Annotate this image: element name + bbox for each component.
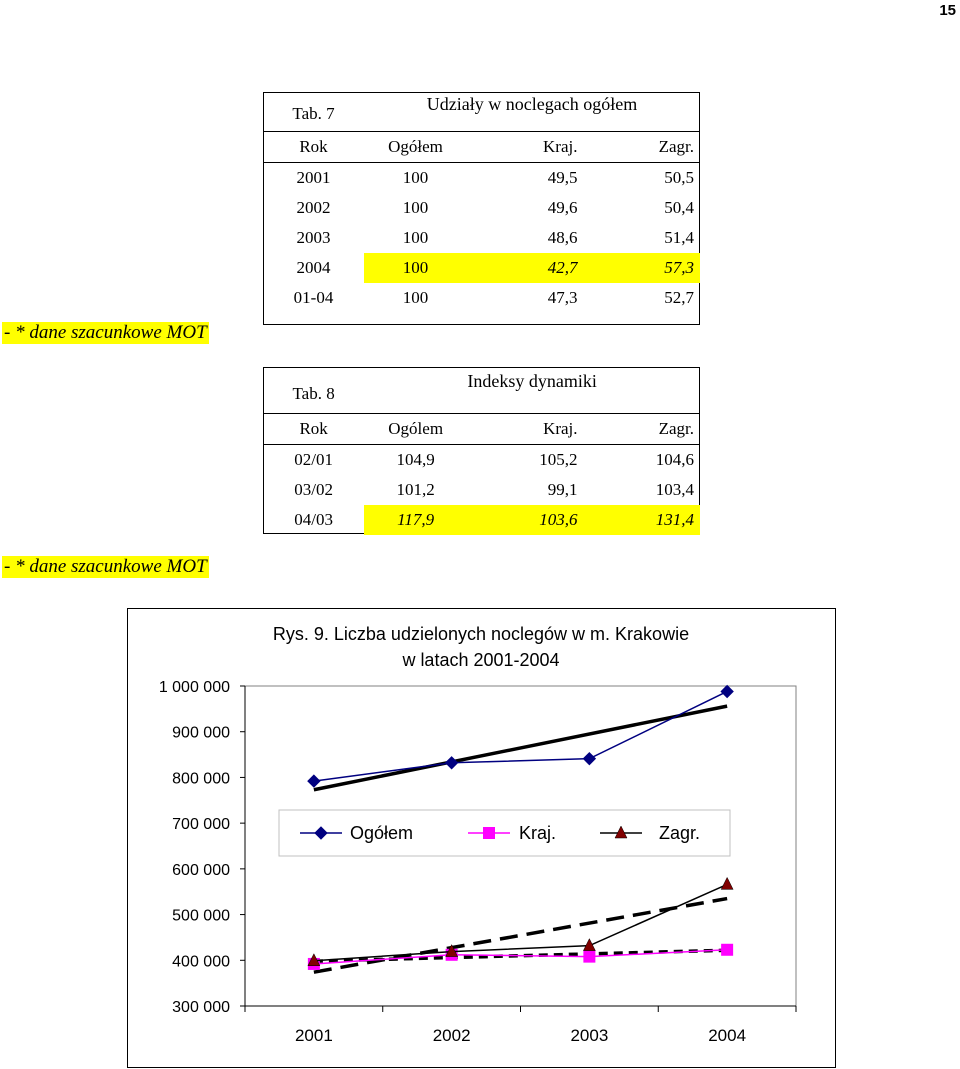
chart-title: Rys. 9. Liczba udzielonych noclegów w m. Krakowie [272,624,690,644]
tab8-header-cell: Ogólem [388,419,444,438]
data-point [308,775,320,787]
table-cell: 131,4 [584,505,700,535]
tab7-note: - * dane szacunkowe MOT [4,322,207,343]
tab8-label: Tab. 8 [263,367,364,414]
legend-label: Zagr. [659,823,701,843]
trendline-zagr [314,899,727,973]
table-cell: 100 [402,198,429,217]
data-point [584,951,595,962]
y-tick-label: 600 000 [172,861,230,879]
data-point [446,757,458,769]
y-tick-label: 700 000 [172,816,230,834]
tab8-header-cell: Rok [299,419,328,438]
table-cell: 104,6 [655,450,694,469]
table-cell: 03/02 [294,480,333,499]
table-cell: 2004 [296,258,331,277]
table-cell: 02/01 [294,450,333,469]
tab7-label: Tab. 7 [263,92,364,132]
table-cell: 49,6 [547,198,578,217]
tab8-title: Indeksy dynamiki [364,367,700,414]
y-tick-label: 300 000 [172,999,230,1016]
table-cell: 52,7 [664,288,694,307]
y-tick-label: 400 000 [172,953,230,971]
tab8-header-cell: Kraj. [543,419,578,438]
table-cell: 2001 [296,168,331,187]
table-cell: 103,6 [467,505,583,535]
y-tick-label: 900 000 [172,724,230,742]
legend-label: Ogółem [350,823,414,843]
tab8-header-cell: Zagr. [658,419,694,438]
data-point [583,753,595,765]
tab7-title: Udziały w noclegach ogółem [364,92,700,132]
tab7-header-cell: Kraj. [543,137,578,156]
table-cell: 117,9 [364,505,467,535]
table-cell: 105,2 [539,450,578,469]
table-cell: 48,6 [547,228,578,247]
legend-label: Kraj. [519,823,557,843]
series-line [314,691,727,781]
tab7-header-cell: Zagr. [658,137,694,156]
table-cell: 49,5 [547,168,578,187]
table-cell: 04/03 [294,510,333,529]
table-cell: 103,4 [655,480,694,499]
series-line [314,884,727,960]
table-cell: 100 [402,288,429,307]
table-cell: 2003 [296,228,331,247]
table-cell: 101,2 [396,480,435,499]
table-cell: 100 [402,228,429,247]
data-point [721,685,733,697]
page-number: 15 [939,2,956,19]
table-cell: 2002 [296,198,331,217]
table-cell: 100 [402,168,429,187]
y-tick-label: 500 000 [172,907,230,925]
table-cell: 50,4 [664,198,694,217]
y-tick-label: 1 000 000 [158,679,230,696]
table-cell: 57,3 [583,253,700,283]
trendline-ogem [314,706,727,790]
chart-title-line2: w latach 2001-2004 [402,650,560,670]
x-tick-label: 2003 [570,1026,609,1045]
data-point [583,939,595,951]
table-cell: 01-04 [293,288,334,307]
tab8-note: - * dane szacunkowe MOT [4,556,207,577]
x-tick-label: 2001 [294,1026,333,1045]
data-point [721,877,733,889]
legend-marker [484,828,495,839]
tab7-header-cell: Rok [299,137,328,156]
x-tick-label: 2004 [708,1026,747,1045]
table-cell: 42,7 [467,253,583,283]
tab7-header-cell: Ogółem [388,137,443,156]
data-point [722,944,733,955]
y-tick-label: 800 000 [172,770,230,788]
table-cell: 51,4 [664,228,694,247]
x-tick-label: 2002 [432,1026,471,1045]
table-cell: 99,1 [547,480,578,499]
table-cell: 104,9 [396,450,435,469]
table-cell: 100 [364,253,467,283]
table-cell: 50,5 [664,168,694,187]
table-cell: 47,3 [547,288,578,307]
